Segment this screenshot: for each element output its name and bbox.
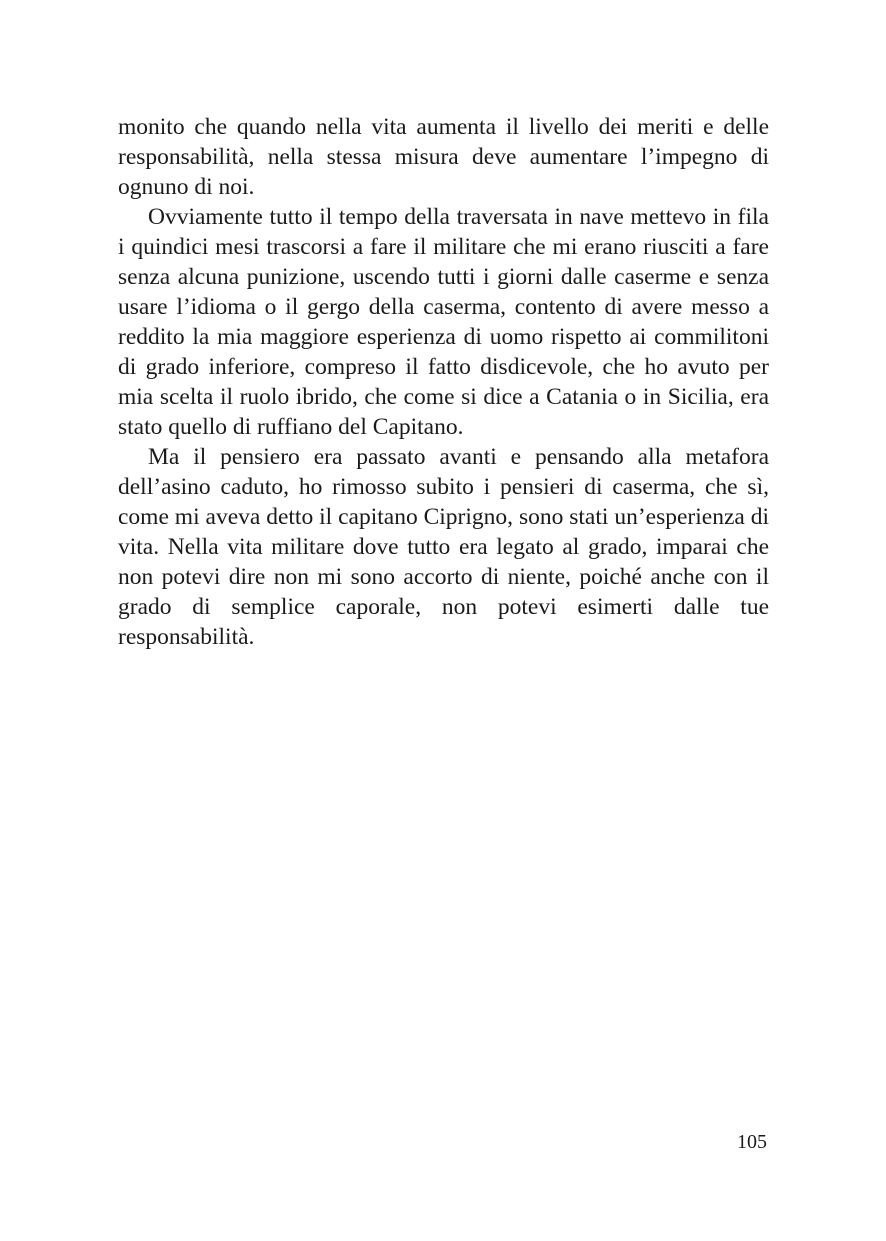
paragraph: Ovviamente tutto il tempo della traversata in nave mettevo in fila i quindici mesi trascorsi a fare il militare che mi erano riusciti a fare senza alcuna punizione, uscendo tutti i giorni dalle caserme e senza usare l’idioma o il gergo della caserma, contento di avere messo a reddito la mia maggiore esperienza di uomo rispetto ai commilitoni di grado inferiore, compreso il fatto disdicevole, che ho avuto per mia scelta il ruolo ibrido, che come si dice a Catania o in Sicilia, era stato quello di ruffiano del Capitano. [118,204,769,440]
paragraph-continuation: monito che quando nella vita aumenta il livello dei meriti e delle responsabilità, nella stessa misura deve aumentare l’impegno di ognuno di noi. [118,114,769,200]
body-text [118,112,769,652]
paragraph: Ma il pensiero era passato avanti e pensando alla metafora dell’asino caduto, ho rimosso subito i pensieri di caserma, che sì, come mi aveva detto il capitano Ciprigno, sono stati un’esperienza di vita. Nella vita militare dove tutto era legato al grado, imparai che non potevi dire non mi sono accorto di niente, poiché anche con il grado di semplice caporale, non potevi esimerti dalle tue responsabilità. [118,444,769,650]
page-number: 105 [737,1131,767,1153]
